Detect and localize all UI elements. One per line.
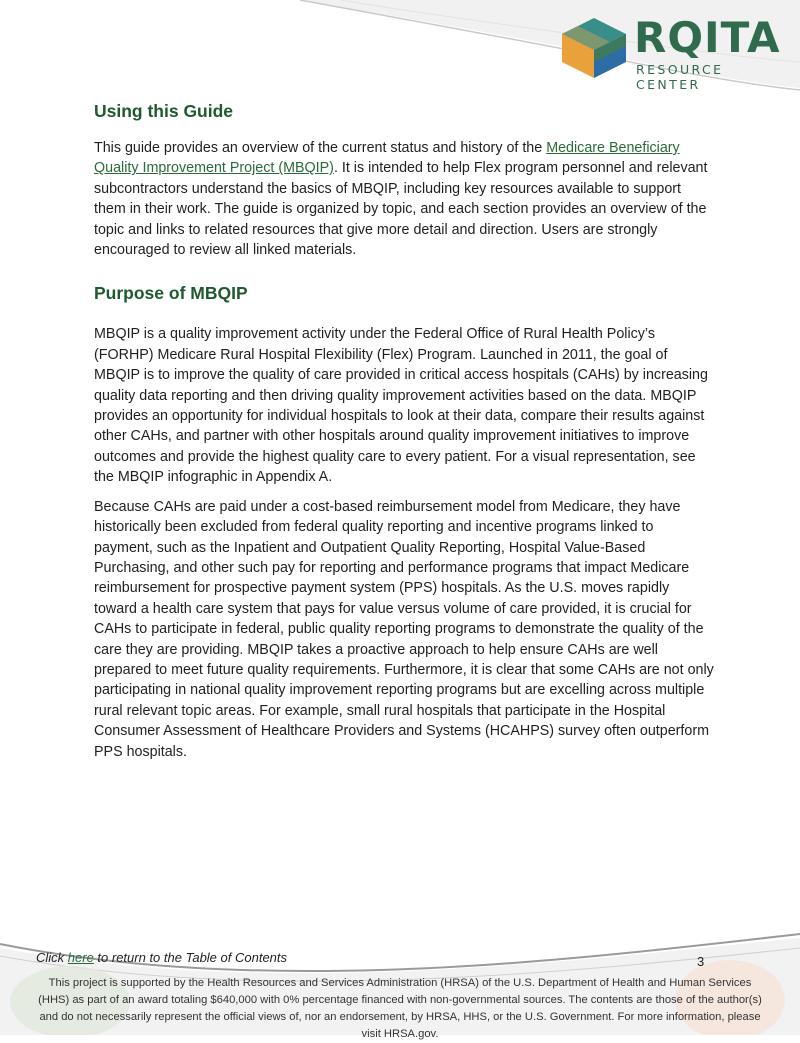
toc-here-link[interactable]: here — [67, 950, 94, 965]
page-number: 3 — [697, 954, 705, 969]
toc-text-post: to return to the Table of Contents — [93, 950, 288, 965]
using-guide-text-pre: This guide provides an overview of the current status and history of the — [94, 140, 547, 156]
toc-return-line — [36, 950, 287, 965]
logo-subtitle: RESOURCE CENTER — [636, 62, 724, 92]
purpose-paragraph-2: Because CAHs are paid under a cost-based reimbursement model from Medicare, they have historically been excluded from federal quality reporting and incentive programs linked to payment, such as the Inpatient and Outpatient Quality Reporting, Hospital Value-Based Purchasing, and other such pay for reporting and performance programs that impact Medicare reimbursement for prospective payment system (PPS) hospitals. As the U.S. moves rapidly toward a health care system that pays for value versus volume of care provided, it is crucial for CAHs to participate in federal, public quality reporting programs to demonstrate the quality of the care they are providing. MBQIP takes a proactive approach to help ensure CAHs are well prepared to meet future quality requirements. Furthermore, it is clear that some CAHs are not only participating in national quality improvement reporting programs but are excelling across multiple rural relevant topic areas. For example, small rural hospitals that participate in the Hospital Consumer Assessment of Healthcare Providers and Systems (HCAHPS) survey often outperform PPS hospitals. — [94, 498, 714, 760]
using-guide-text-post: . It is intended to help Flex program personnel and relevant subcontractors understand the basics of MBQIP, including key resources available to support them in their work. The guide is organized by topic, and each section provides an overview of the topic and links to related resources that give more detail and direction. Users are strongly encouraged to review all linked materials. — [94, 160, 708, 259]
rqita-logo — [560, 10, 781, 92]
purpose-paragraph-1: MBQIP is a quality improvement activity under the Federal Office of Rural Health Policy’s (FORHP) Medicare Rural Hospital Flexibility (Flex) Program. Launched in 2011, the goal of MBQIP is to improve the quality of care provided in critical access hospitals (CAHs) by increasing quality data reporting and then driving quality improvement activities based on the data. MBQIP provides an opportunity for individual hospitals to look at their data, compare their results against other CAHs, and partner with other hospitals around quality improvement initiatives to improve outcomes and provide the highest quality care to every patient. For a visual representation, see the MBQIP infographic in Appendix A. — [94, 326, 708, 486]
using-guide-paragraph — [94, 138, 714, 260]
mbqip-link[interactable]: Medicare Beneficiary Quality Improvement Project (MBQIP) — [94, 140, 680, 177]
logo-title: RQITA — [634, 13, 781, 62]
toc-text-pre: Click — [36, 950, 68, 965]
main-content — [94, 98, 714, 762]
section-heading-purpose: Purpose of MBQIP — [94, 283, 248, 304]
funding-disclaimer: This project is supported by the Health Resources and Services Administration (HRSA) of the U.S. Department of Health and Human Services (HHS) as part of an award totaling $640,000 with 0% percentage financed with non-governmental sources. The contents are those of the author(s) and do not necessarily represent the official views of, nor an endorsement, by HRSA, HHS, or the U.S. Government. For more information, please visit HRSA.gov. — [38, 977, 762, 1040]
logo-mark-icon — [560, 16, 628, 80]
section-heading-using-guide: Using this Guide — [94, 101, 234, 121]
